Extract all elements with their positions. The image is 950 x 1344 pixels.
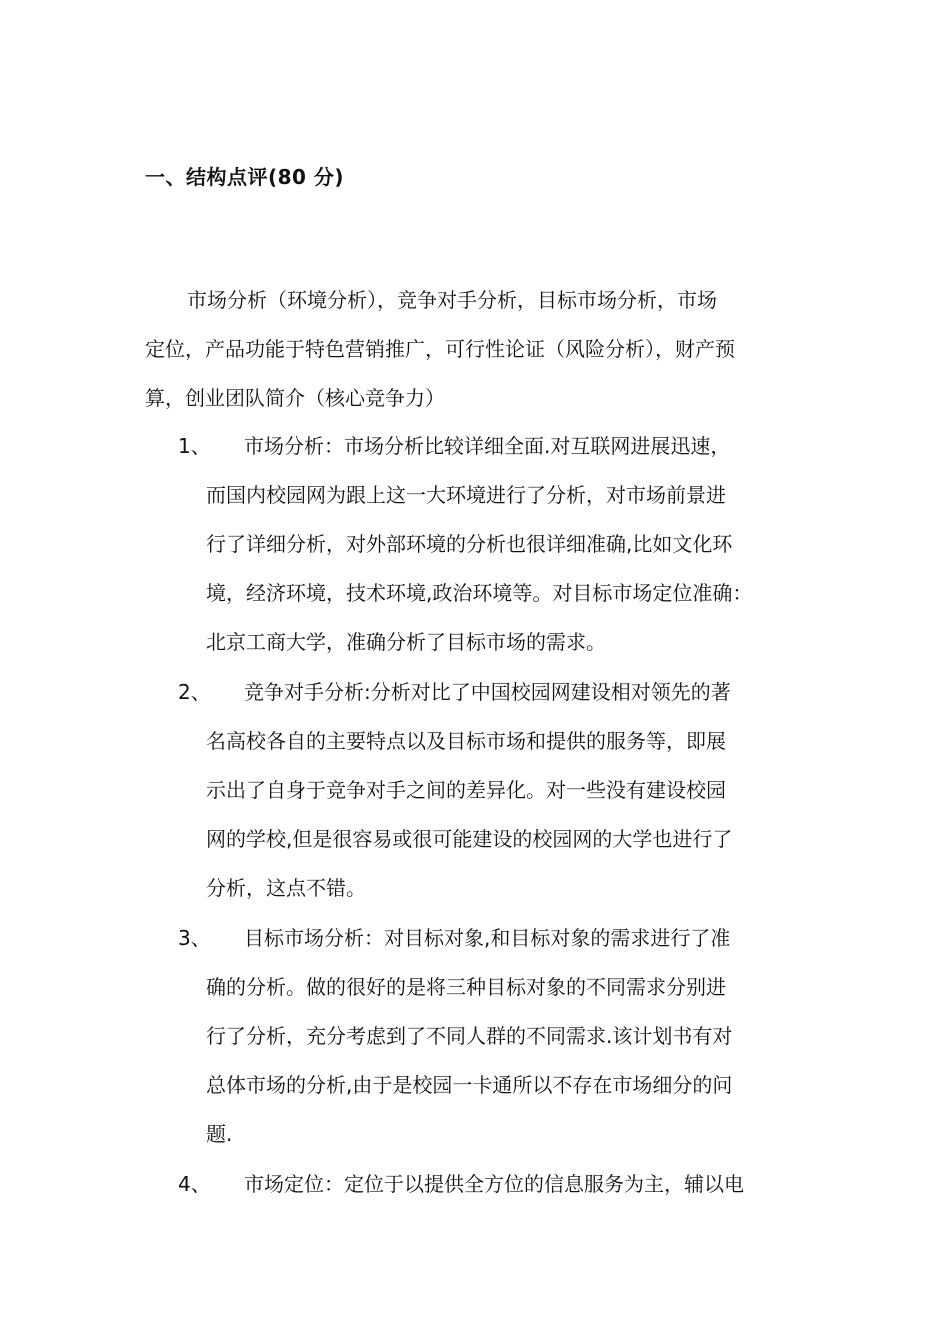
- intro-line: 算，创业团队简介（核心竞争力）: [145, 386, 445, 410]
- list-item-1: [0, 422, 950, 667]
- numbered-list: [0, 422, 950, 1209]
- list-item-4: [0, 1160, 950, 1209]
- list-item-line: 行了详细分析，对外部环境的分析也很详细准确,比如文化环: [206, 532, 733, 556]
- list-item-line: 市场定位：定位于以提供全方位的信息服务为主，辅以电: [244, 1172, 744, 1196]
- list-item-body: [206, 422, 950, 667]
- list-item-line: 目标市场分析：对目标对象,和目标对象的需求进行了准: [244, 926, 731, 950]
- list-item-body: [206, 668, 950, 913]
- list-item-line: 网的学校,但是很容易或很可能建设的校园网的大学也进行了: [206, 827, 733, 851]
- list-item-line: 行了分析，充分考虑到了不同人群的不同需求.该计划书有对: [206, 1024, 733, 1048]
- list-item-number: 4、: [178, 1172, 211, 1196]
- section-heading: 一、结构点评(80 分): [145, 165, 345, 189]
- list-item-2: [0, 668, 950, 913]
- list-item-body: [206, 914, 950, 1159]
- list-item-line: 竞争对手分析:分析对比了中国校园网建设相对领先的著: [244, 680, 731, 704]
- list-item-line: 分析，这点不错。: [206, 876, 366, 900]
- list-item-line: 确的分析。做的很好的是将三种目标对象的不同需求分别进: [206, 975, 726, 999]
- list-item-line: 名高校各自的主要特点以及目标市场和提供的服务等，即展: [206, 729, 726, 753]
- list-item-number: 3、: [178, 926, 211, 950]
- intro-paragraph: [145, 276, 810, 423]
- list-item-number: 1、: [178, 434, 211, 458]
- list-item-line: 北京工商大学，准确分析了目标市场的需求。: [206, 630, 606, 654]
- list-item-line: 示出了自身于竞争对手之间的差异化。对一些没有建设校园: [206, 778, 726, 802]
- list-item-line: 境，经济环境，技术环境,政治环境等。对目标市场定位准确：: [206, 581, 753, 605]
- list-item-number: 2、: [178, 680, 211, 704]
- list-item-line: 市场分析：市场分析比较详细全面.对互联网进展迅速，: [244, 434, 731, 458]
- list-item-line: 总体市场的分析,由于是校园一卡通所以不存在市场细分的问: [206, 1073, 733, 1097]
- intro-line: 定位，产品功能于特色营销推广，可行性论证（风险分析），财产预: [145, 337, 735, 361]
- intro-line: 市场分析（环境分析），竞争对手分析，目标市场分析，市场: [187, 288, 717, 312]
- list-item-body: [206, 1160, 950, 1209]
- list-item-line: 而国内校园网为跟上这一大环境进行了分析，对市场前景进: [206, 483, 726, 507]
- list-item-line: 题.: [206, 1122, 233, 1146]
- list-item-3: [0, 914, 950, 1159]
